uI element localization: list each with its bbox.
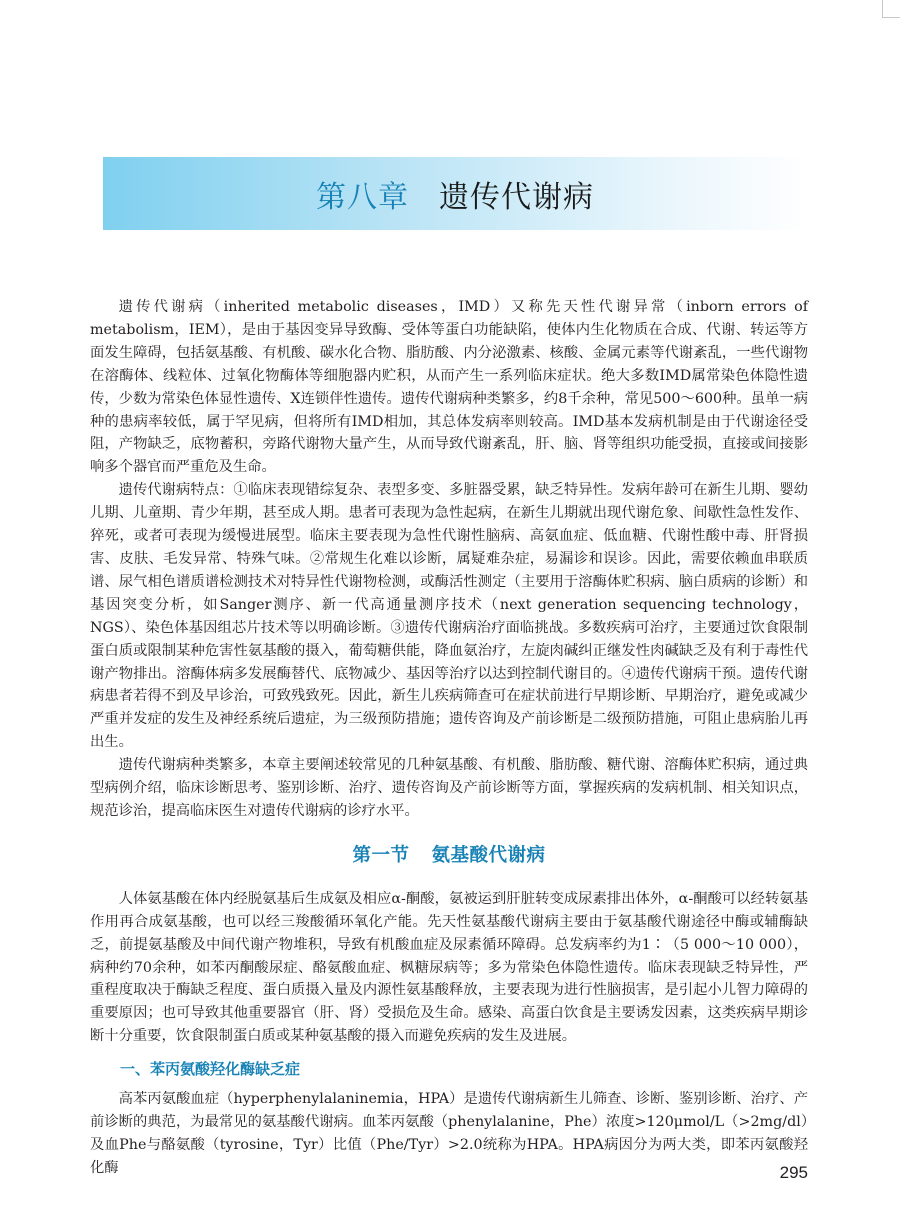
page-corner-mark: [882, 0, 900, 18]
intro-paragraph-2: 遗传代谢病特点：①临床表现错综复杂、表型多变、多脏器受累，缺乏特异性。发病年龄可在新生儿期、婴幼儿期、儿童期、青少年期，甚至成人期。患者可表现为急性起病，在新生儿期就出现代谢危象、间歇性急性发作、猝死，或者可表现为缓慢进展型。临床主要表现为急性代谢性脑病、高氨血症、低血糖、代谢性酸中毒、肝肾损害、皮肤、毛发异常、特殊气味。②常规生化难以诊断，属疑难杂症，易漏诊和误诊。因此，需要依赖血串联质谱、尿气相色谱质谱检测技术对特异性代谢物检测，或酶活性测定（主要用于溶酶体贮积病、脑白质病的诊断）和基因突变分析，如Sanger测序、新一代高通量测序技术（next generation sequencing technology，NGS）、染色体基因组芯片技术等以明确诊断。③遗传代谢病治疗面临挑战。多数疾病可治疗，主要通过饮食限制蛋白质或限制某种危害性氨基酸的摄入，葡萄糖供能，降血氨治疗，左旋肉碱纠正继发性肉碱缺乏及有利于毒性代谢产物排出。溶酶体病多发展酶替代、底物减少、基因等治疗以达到控制代谢目的。④遗传代谢病干预。遗传代谢病患者若得不到及早诊治，可致残致死。因此，新生儿疾病筛查可在症状前进行早期诊断、早期治疗，避免或减少严重并发症的发生及神经系统后遗症，为三级预防措施；遗传咨询及产前诊断是二级预防措施，可阻止患病胎儿再出生。: [90, 482, 808, 751]
page-number: 295: [779, 1163, 808, 1182]
chapter-name: 遗传代谢病: [439, 179, 594, 215]
subsection-paragraph-1: 高苯丙氨酸血症（hyperphenylalaninemia，HPA）是遗传代谢病新生儿筛查、诊断、鉴别诊断、治疗、产前诊断的典范，为最常见的氨基酸代谢病。血苯丙氨酸（phenylalanine，Phe）浓度>120μmol/L（>2mg/dl）及血Phe与酪氨酸（tyrosine，Tyr）比值（Phe/Tyr）>2.0统称为HPA。HPA病因分为两大类，即苯丙氨酸羟化酶: [90, 1091, 808, 1176]
section-title: [90, 842, 808, 870]
page-body: [90, 296, 808, 1180]
chapter-title: [103, 157, 807, 230]
chapter-number: 第八章: [316, 179, 409, 215]
intro-paragraph-1: 遗传代谢病（inherited metabolic diseases，IMD）又称先天性代谢异常（inborn errors of metabolism，IEM），是由于基因变异导致酶、受体等蛋白功能缺陷，使体内生化物质在合成、代谢、转运等方面发生障碍，包括氨基酸、有机酸、碳水化合物、脂肪酸、内分泌激素、核酸、金属元素等代谢紊乱，一些代谢物在溶酶体、线粒体、过氧化物酶体等细胞器内贮积，从而产生一系列临床症状。绝大多数IMD属常染色体隐性遗传，少数为常染色体显性遗传、X连锁伴性遗传。遗传代谢病种类繁多，约8千余种，常见500～600种。虽单一病种的患病率较低，属于罕见病，但将所有IMD相加，其总体发病率则较高。IMD基本发病机制是由于代谢途径受阻，产物缺乏，底物蓄积，旁路代谢物大量产生，从而导致代谢紊乱，肝、脑、肾等组织功能受损，直接或间接影响多个器官而严重危及生命。: [90, 299, 808, 476]
section-name: 氨基酸代谢病: [431, 844, 546, 866]
intro-paragraph-3: 遗传代谢病种类繁多，本章主要阐述较常见的几种氨基酸、有机酸、脂肪酸、糖代谢、溶酶体贮积病，通过典型病例介绍，临床诊断思考、鉴别诊断、治疗、遗传咨询及产前诊断等方面，掌握疾病的发病机制、相关知识点，规范诊治，提高临床医生对遗传代谢病的诊疗水平。: [90, 757, 808, 819]
section-paragraph-1: 人体氨基酸在体内经脱氨基后生成氨及相应α-酮酸，氨被运到肝脏转变成尿素排出体外，α-酮酸可以经转氨基作用再合成氨基酸，也可以经三羧酸循环氧化产能。先天性氨基酸代谢病主要由于氨基酸代谢途径中酶或辅酶缺乏，前提氨基酸及中间代谢产物堆积，导致有机酸血症及尿素循环障碍。总发病率约为1∶（5 000～10 000），病种约70余种，如苯丙酮酸尿症、酪氨酸血症、枫糖尿病等；多为常染色体隐性遗传。临床表现缺乏特异性，严重程度取决于酶缺乏程度、蛋白质摄入量及内源性氨基酸释放，主要表现为进行性脑损害，是引起小儿智力障碍的重要原因；也可导致其他重要器官（肝、肾）受损危及生命。感染、高蛋白饮食是主要诱发因素，这类疾病早期诊断十分重要，饮食限制蛋白质或某种氨基酸的摄入而避免疾病的发生及进展。: [90, 890, 808, 1045]
subsection-title: 一、苯丙氨酸羟化酶缺乏症: [120, 1060, 301, 1079]
section-number: 第一节: [352, 844, 410, 866]
